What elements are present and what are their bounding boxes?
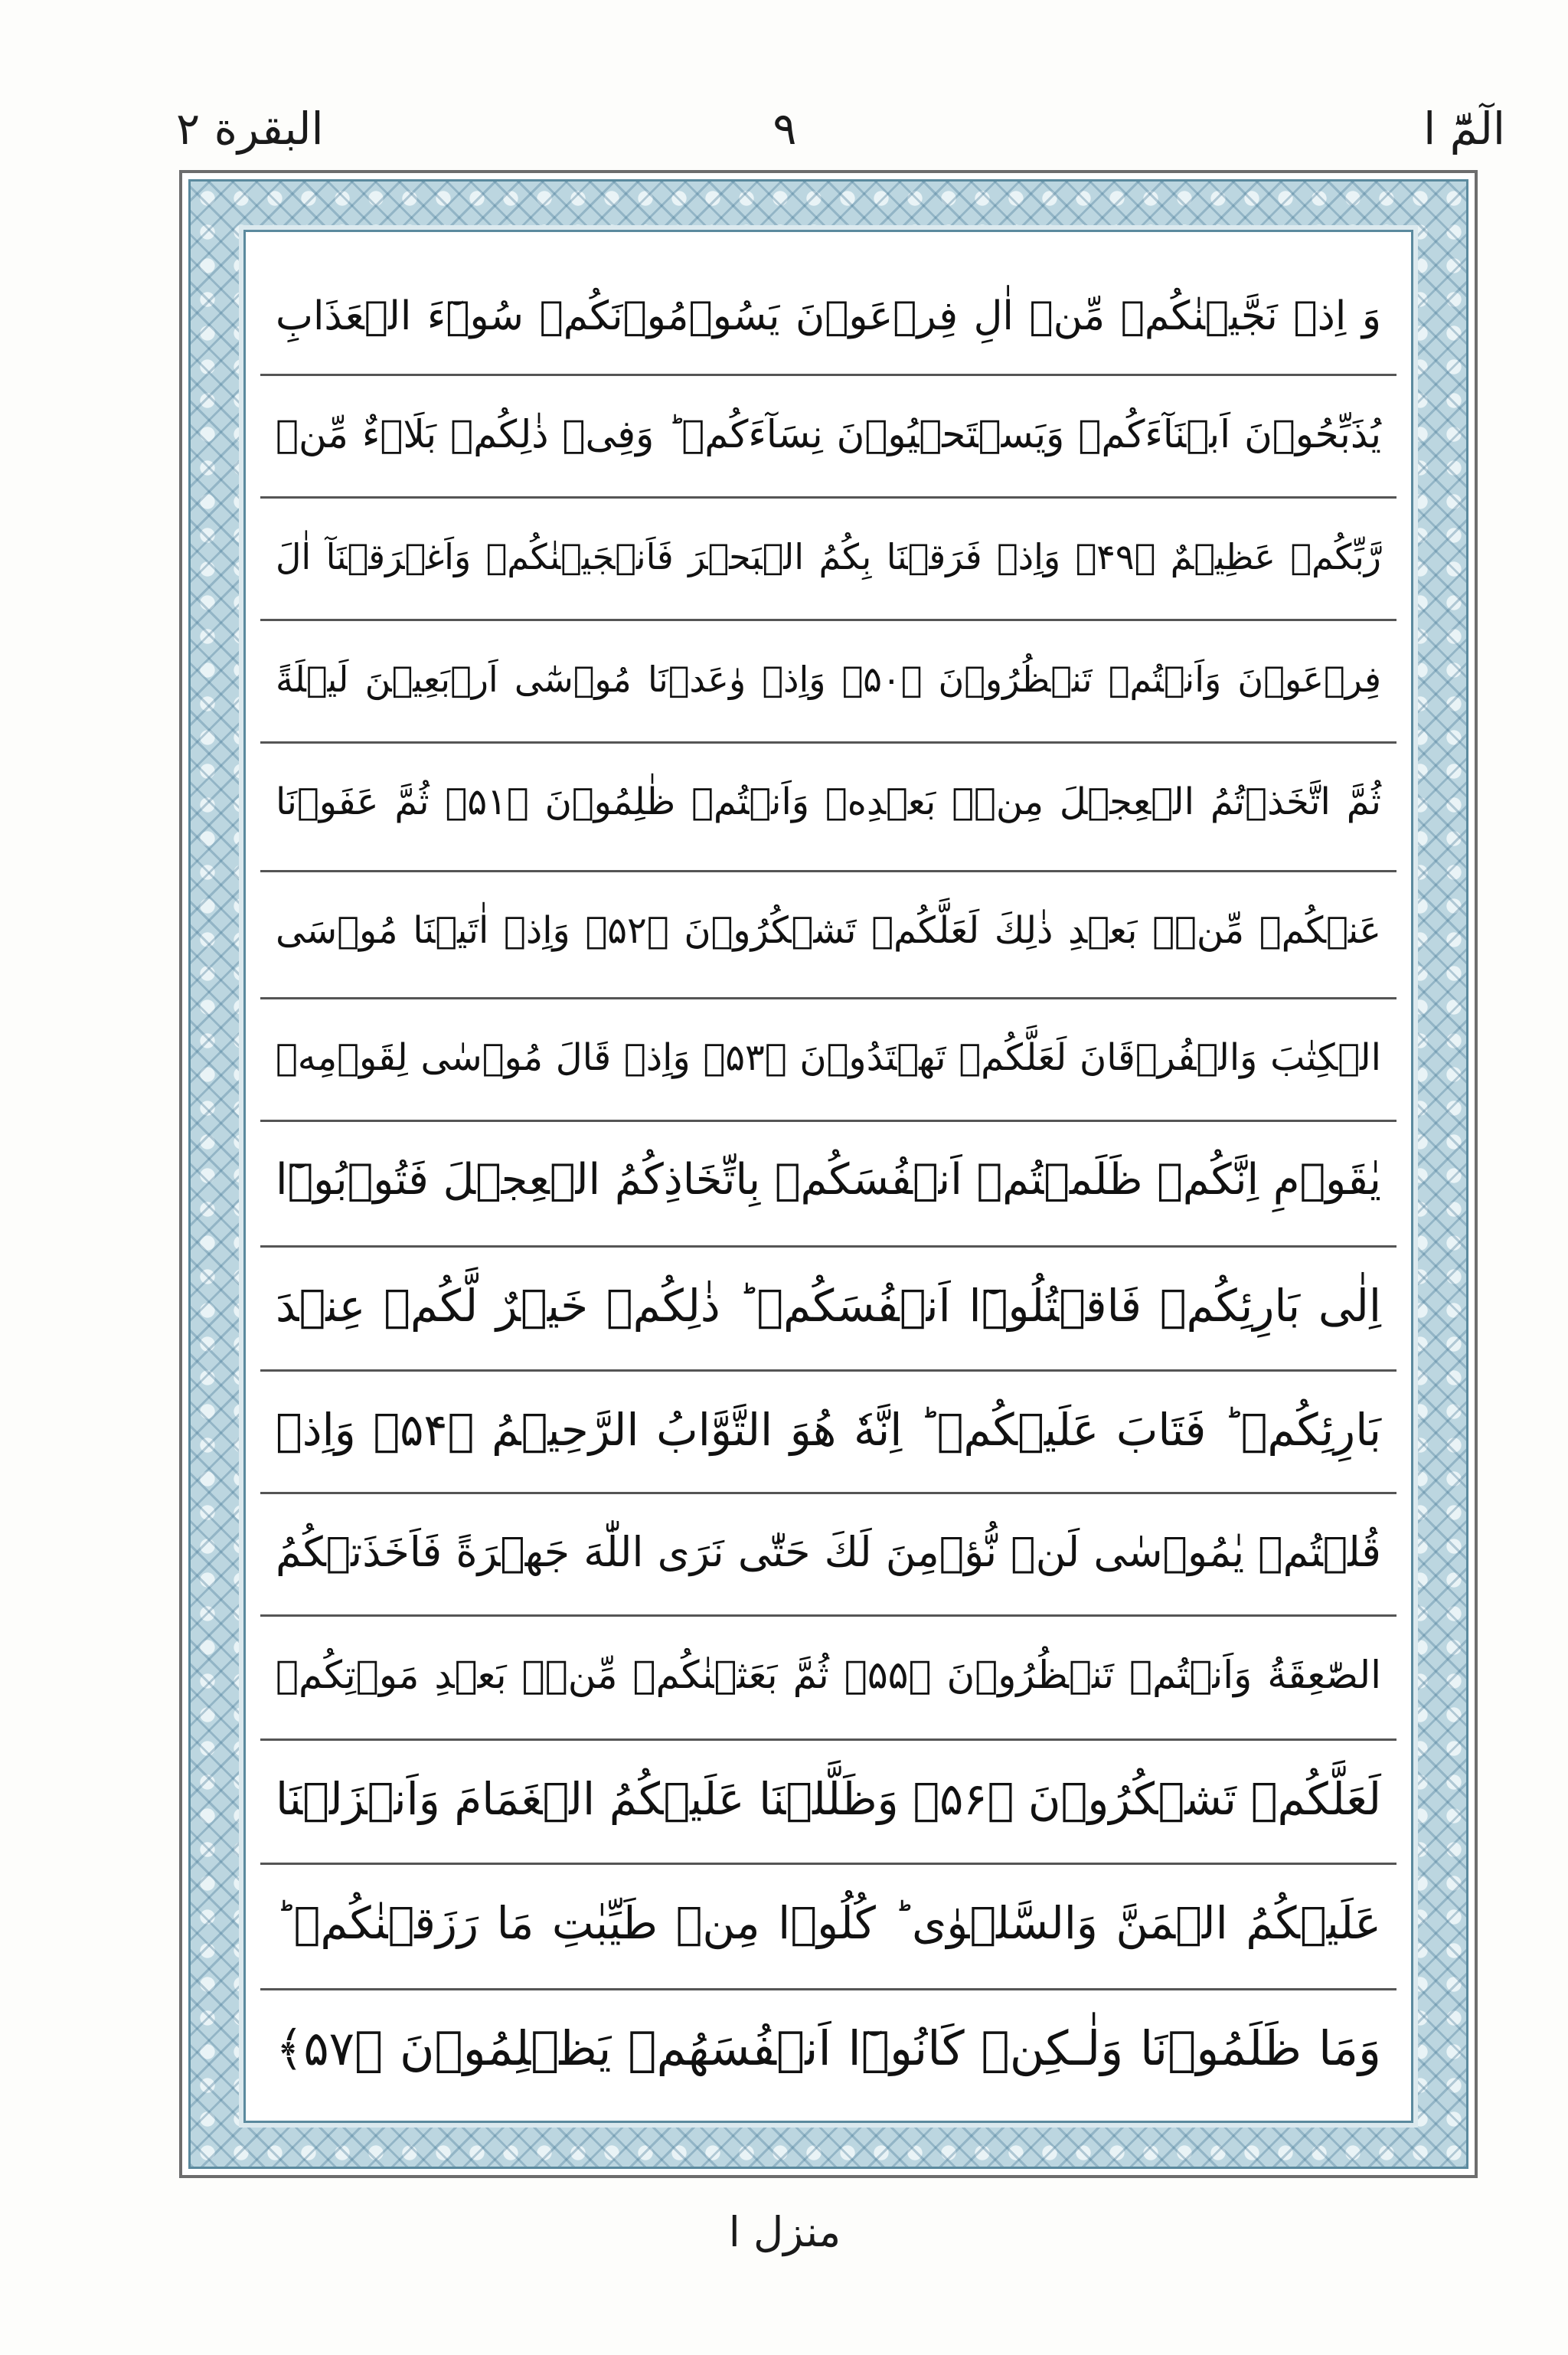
verse-line-11: قُلۡتُمۡ يٰمُوۡسٰى لَنۡ نُّؤۡمِنَ لَكَ حَتّٰى نَرَى اللّٰهَ جَهۡرَةً فَاَخَذَتۡكُمُ (276, 1528, 1381, 1576)
surah-name: البقرة ٢ (176, 103, 324, 155)
verse-line-10: بَارِئِكُمۡ ؕ فَتَابَ عَلَيۡكُمۡ ؕ اِنَّهٗ هُوَ التَّوَّابُ الرَّحِيۡمُ ﴿۵۴﴾ وَاِذۡ (276, 1404, 1382, 1456)
verse-line-4: فِرۡعَوۡنَ وَاَنۡتُمۡ تَنۡظُرُوۡنَ ﴿۵۰﴾ وَاِذۡ وٰعَدۡنَا مُوۡسٰٓى اَرۡبَعِيۡنَ لَيۡلَةً (276, 659, 1381, 700)
verse-line-12: الصّٰعِقَةُ وَاَنۡتُمۡ تَنۡظُرُوۡنَ ﴿۵۵﴾ ثُمَّ بَعَثۡنٰكُمۡ مِّنۡۢ بَعۡدِ مَوۡتِكُمۡ (276, 1653, 1382, 1697)
line-rule (260, 1863, 1396, 1865)
verse-line-7: الۡكِتٰبَ وَالۡفُرۡقَانَ لَعَلَّكُمۡ تَهۡتَدُوۡنَ ﴿۵۳﴾ وَاِذۡ قَالَ مُوۡسٰى لِقَوۡمِهٖ (276, 1036, 1381, 1079)
juz-name: الٓمّٓ ا (1423, 103, 1505, 155)
line-rule (260, 1120, 1396, 1122)
line-rule (260, 1738, 1396, 1741)
line-rule (260, 1245, 1396, 1248)
line-rule (260, 1988, 1396, 1990)
page-number: ٩ (773, 103, 797, 155)
verse-line-15: وَمَا ظَلَمُوۡنَا وَلٰـكِنۡ كَانُوۡٓا اَنۡفُسَهُمۡ يَظۡلِمُوۡنَ ﴿۵۷﴾ (276, 2020, 1381, 2076)
verse-line-8: يٰقَوۡمِ اِنَّكُمۡ ظَلَمۡتُمۡ اَنۡفُسَكُمۡ بِاتِّخَاذِكُمُ الۡعِجۡلَ فَتُوۡبُوۡٓا (276, 1155, 1381, 1205)
verse-line-14: عَلَيۡكُمُ الۡمَنَّ وَالسَّلۡوٰى ؕ كُلُوۡا مِنۡ طَيِّبٰتِ مَا رَزَقۡنٰكُمۡ ؕ (276, 1897, 1381, 1949)
page-header (0, 0, 1568, 176)
verse-line-3: رَّبِّكُمۡ عَظِيۡمٌ ﴿۴۹﴾ وَاِذۡ فَرَقۡنَا بِكُمُ الۡبَحۡرَ فَاَنۡجَيۡنٰكُمۡ وَاَغۡرَقۡنَآ اٰلَ (276, 536, 1381, 577)
line-rule (260, 374, 1396, 376)
line-rule (260, 1369, 1396, 1372)
line-rule (260, 1614, 1396, 1617)
line-rule (260, 619, 1396, 621)
verse-line-1: وَ اِذۡ نَجَّيۡنٰكُمۡ مِّنۡ اٰلِ فِرۡعَوۡنَ يَسُوۡمُوۡنَكُمۡ سُوۡٓءَ الۡعَذَابِ (276, 293, 1381, 339)
line-rule (260, 741, 1396, 744)
verse-line-5: ثُمَّ اتَّخَذۡتُمُ الۡعِجۡلَ مِنۡۢ بَعۡدِهٖ وَاَنۡتُمۡ ظٰلِمُوۡنَ ﴿۵۱﴾ ثُمَّ عَفَوۡنَا (276, 780, 1381, 823)
line-rule (260, 496, 1396, 499)
line-rule (260, 997, 1396, 999)
line-rule (260, 870, 1396, 872)
manzil-label: منزل ا (728, 2208, 841, 2256)
verse-line-9: اِلٰى بَارِئِكُمۡ فَاقۡتُلُوۡٓا اَنۡفُسَكُمۡ ؕ ذٰلِكُمۡ خَيۡرٌ لَّكُمۡ عِنۡدَ (276, 1280, 1381, 1332)
verse-line-6: عَنۡكُمۡ مِّنۡۢ بَعۡدِ ذٰلِكَ لَعَلَّكُمۡ تَشۡكُرُوۡنَ ﴿۵۲﴾ وَاِذۡ اٰتَيۡنَا مُوۡسَى (276, 909, 1381, 952)
verse-line-13: لَعَلَّكُمۡ تَشۡكُرُوۡنَ ﴿۵۶﴾ وَظَلَّلۡنَا عَلَيۡكُمُ الۡغَمَامَ وَاَنۡزَلۡنَا (276, 1773, 1381, 1825)
verse-line-2: يُذَبِّحُوۡنَ اَبۡنَآءَكُمۡ وَيَسۡتَحۡيُوۡنَ نِسَآءَكُمۡ ؕ وَفِىۡ ذٰلِكُمۡ بَلَاۤءٌ مِّنۡ (276, 412, 1381, 456)
line-rule (260, 1492, 1396, 1494)
